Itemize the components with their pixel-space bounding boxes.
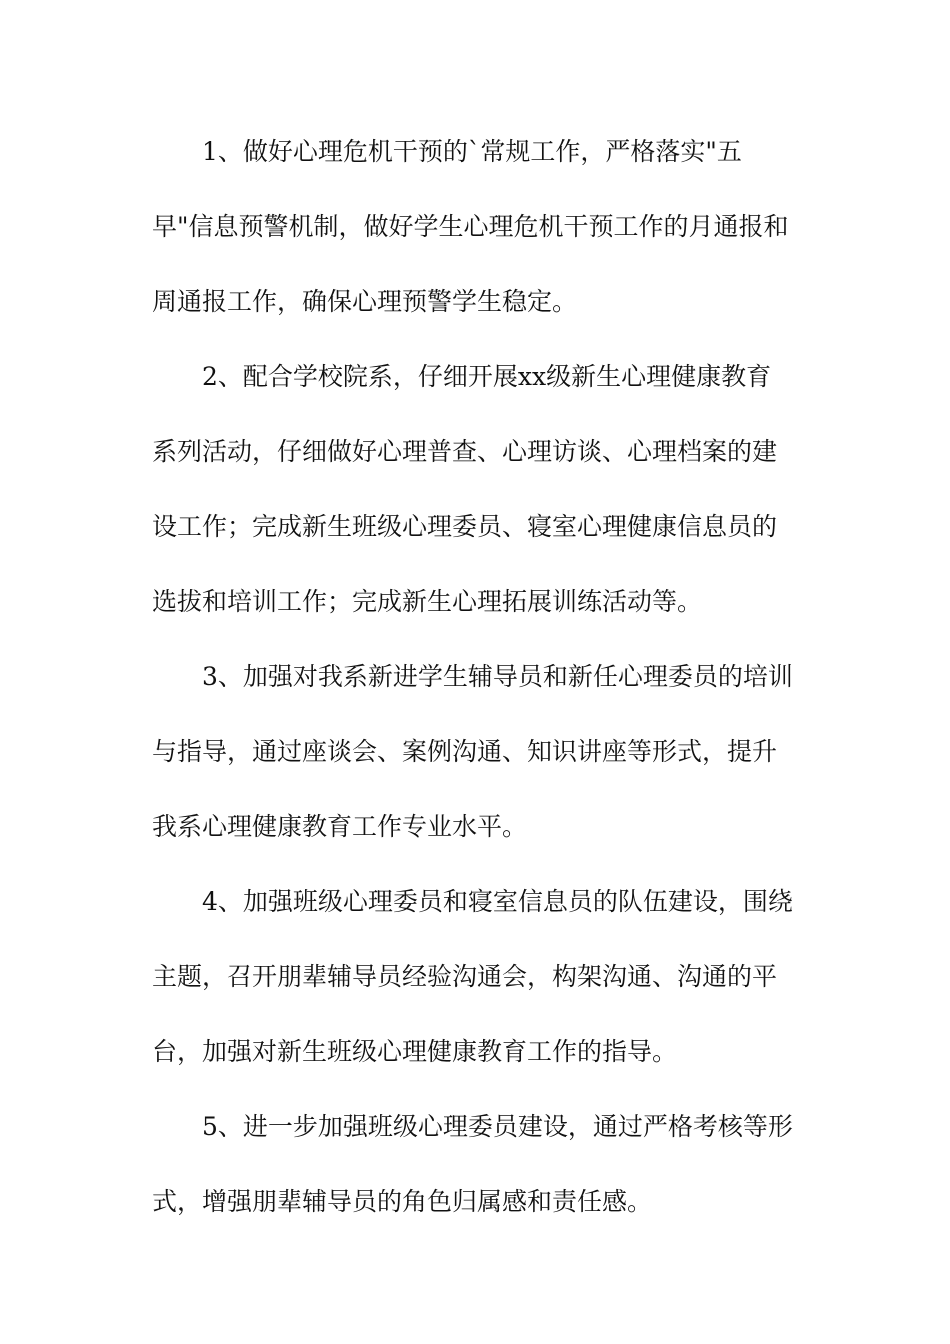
paragraph-2-line-4: 选拔和培训工作；完成新生心理拓展训练活动等。	[152, 587, 703, 616]
paragraph-2-line-2: 系列活动，仔细做好心理普查、心理访谈、心理档案的建	[152, 437, 778, 466]
paragraph-1-line-1: 1、做好心理危机干预的`常规工作，严格落实"五	[202, 137, 742, 166]
paragraph-4-line-3: 台，加强对新生班级心理健康教育工作的指导。	[152, 1037, 678, 1066]
paragraph-2-line-3: 设工作；完成新生班级心理委员、寝室心理健康信息员的	[152, 512, 778, 541]
paragraph-4-line-2: 主题，召开朋辈辅导员经验沟通会，构架沟通、沟通的平	[152, 962, 778, 991]
paragraph-1-line-2: 早"信息预警机制，做好学生心理危机干预工作的月通报和	[152, 212, 789, 241]
paragraph-4-line-1: 4、加强班级心理委员和寝室信息员的队伍建设，围绕	[202, 887, 793, 916]
paragraph-3-line-1: 3、加强对我系新进学生辅导员和新任心理委员的培训	[202, 662, 793, 691]
paragraph-3-line-2: 与指导，通过座谈会、案例沟通、知识讲座等形式，提升	[152, 737, 778, 766]
paragraph-1-line-3: 周通报工作，确保心理预警学生稳定。	[152, 287, 578, 316]
paragraph-5-line-2: 式，增强朋辈辅导员的角色归属感和责任感。	[152, 1187, 653, 1216]
paragraph-3-line-3: 我系心理健康教育工作专业水平。	[152, 812, 528, 841]
paragraph-5-line-1: 5、进一步加强班级心理委员建设，通过严格考核等形	[202, 1112, 793, 1141]
paragraph-2-line-1: 2、配合学校院系，仔细开展xx级新生心理健康教育	[202, 362, 772, 391]
